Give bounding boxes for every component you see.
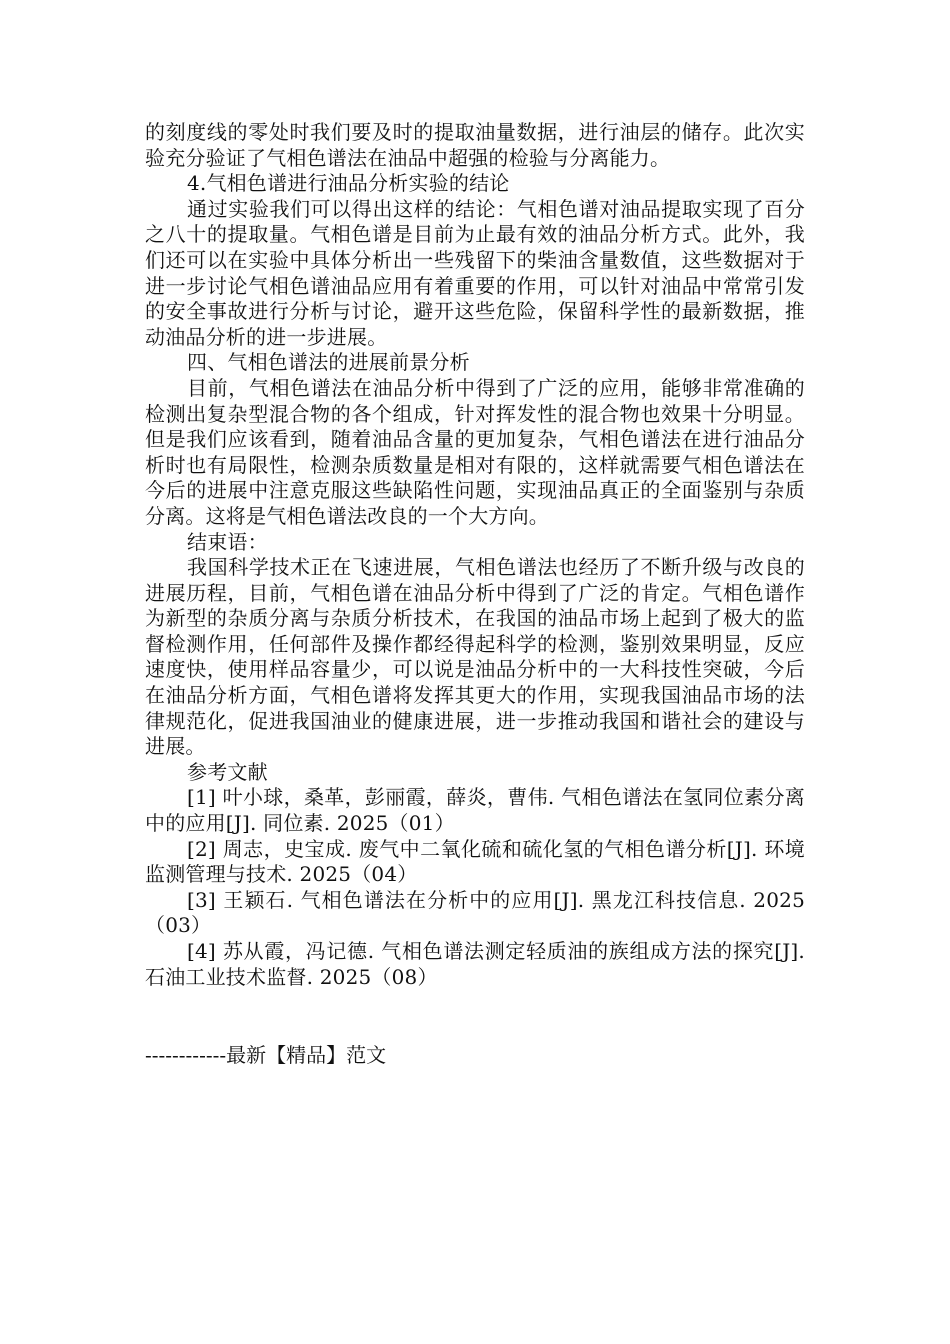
paragraph-conclusion: 通过实验我们可以得出这样的结论：气相色谱对油品提取实现了百分之八十的提取量。气相色谱是目前为止最有效的油品分析方式。此外，我们还可以在实验中具体分析出一些残留下的柴油含量数值，这些数据对于进一步讨论气相色谱油品应用有着重要的作用，可以针对油品中常常引发的安全事故进行分析与讨论，避开这些危险，保留科学性的最新数据，推动油品分析的进一步进展。 <box>145 196 805 349</box>
paragraph-continuation: 的刻度线的零处时我们要及时的提取油量数据，进行油层的储存。此次实验充分验证了气相色谱法在油品中超强的检验与分离能力。 <box>145 120 805 170</box>
reference-item-1: [1] 叶小球，桑革，彭丽霞，薛炎，曹伟. 气相色谱法在氢同位素分离中的应用[J]. 同位素. 2025（01） <box>145 785 805 836</box>
reference-item-4: [4] 苏从霞，冯记德. 气相色谱法测定轻质油的族组成方法的探究[J]. 石油工业技术监督. 2025（08） <box>145 939 805 989</box>
page-footer: ------------最新【精品】范文 <box>145 1043 387 1067</box>
section-heading-4: 4.气相色谱进行油品分析实验的结论 <box>187 171 510 196</box>
reference-item-2: [2] 周志，史宝成. 废气中二氧化硫和硫化氢的气相色谱分析[J]. 环境监测管理与技术. 2025（04） <box>145 836 805 887</box>
paragraph-prospects: 目前，气相色谱法在油品分析中得到了广泛的应用，能够非常准确的检测出复杂型混合物的各个组成，针对挥发性的混合物也效果十分明显。但是我们应该看到，随着油品含量的更加复杂，气相色谱法在进行油品分析时也有局限性，检测杂质数量是相对有限的，这样就需要气相色谱法在今后的进展中注意克服这些缺陷性问题，实现油品真正的全面鉴别与杂质分离。这将是气相色谱法改良的一个大方向。 <box>145 375 805 528</box>
document-body <box>145 120 805 990</box>
reference-item-3: [3] 王颖石. 气相色谱法在分析中的应用[J]. 黑龙江科技信息. 2025（03） <box>145 887 805 938</box>
paragraph-closing: 我国科学技术正在飞速进展，气相色谱法也经历了不断升级与改良的进展历程，目前，气相色谱在油品分析中得到了广泛的肯定。气相色谱作为新型的杂质分离与杂质分析技术，在我国的油品市场上起到了极大的监督检测作用，任何部件及操作都经得起科学的检测，鉴别效果明显，反应速度快，使用样品容量少，可以说是油品分析中的一大科技性突破，今后在油品分析方面，气相色谱将发挥其更大的作用，实现我国油品市场的法律规范化，促进我国油业的健康进展，进一步推动我国和谐社会的建设与进展。 <box>145 555 805 759</box>
section-heading-prospects: 四、气相色谱法的进展前景分析 <box>187 350 470 375</box>
closing-heading: 结束语： <box>187 529 268 554</box>
references-heading: 参考文献 <box>187 759 268 784</box>
